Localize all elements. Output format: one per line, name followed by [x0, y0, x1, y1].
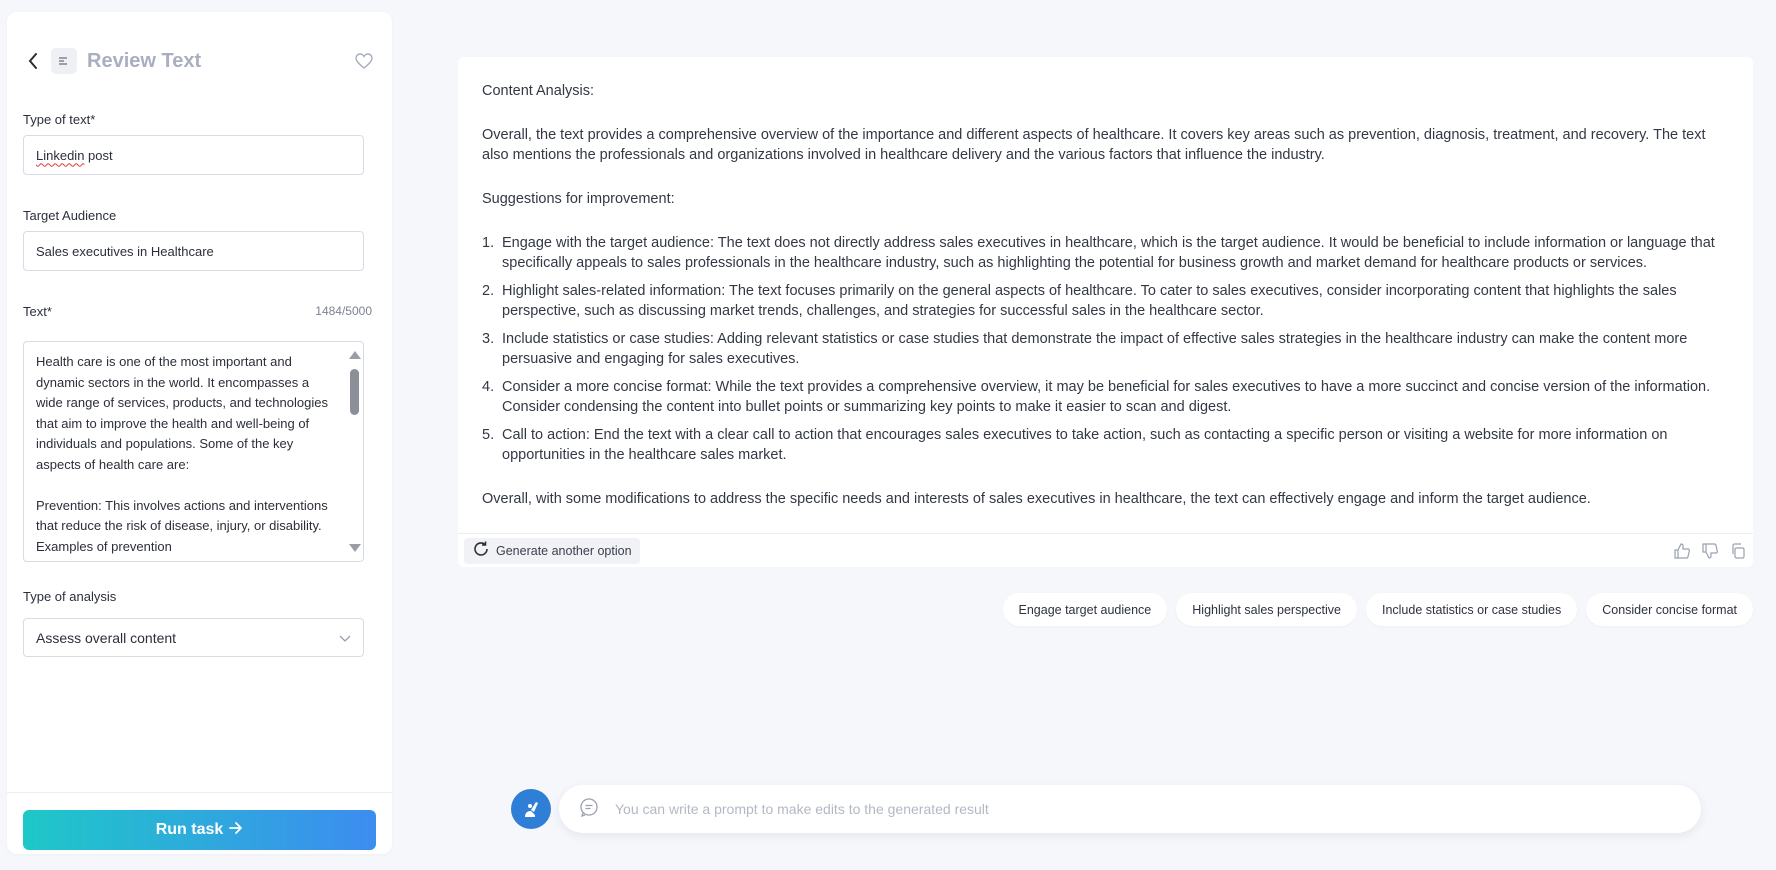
scroll-down-arrow-icon[interactable] — [349, 544, 361, 552]
type-of-text-value: Linkedin — [36, 147, 85, 163]
suggestion-number: 2. — [482, 283, 495, 299]
thumbs-down-icon[interactable] — [1701, 542, 1719, 560]
suggestion-text: Call to action: End the text with a clear call to action that encourages sales executives to take action, such as contacting a specific person or visiting a website for more information on opportunities in the healthcare sales market. — [502, 427, 1668, 463]
type-of-analysis-label: Type of analysis — [23, 589, 117, 604]
panel-header — [23, 46, 376, 76]
suggestion-text: Engage with the target audience: The text does not directly address sales executives in healthcare, which is the target audience. It would be beneficial to include information or language that specifically appeals to sales professionals in the healthcare industry, such as highlighting the potential for business growth and market demand for healthcare products or services. — [502, 235, 1715, 271]
suggestions-heading: Suggestions for improvement: — [482, 191, 675, 207]
chip-include-statistics[interactable]: Include statistics or case studies — [1366, 593, 1577, 626]
suggestion-item — [482, 377, 1729, 417]
chat-bubble-icon — [579, 797, 599, 822]
suggestion-item — [482, 281, 1729, 321]
refresh-icon — [472, 540, 490, 561]
target-audience-value: Sales executives in Healthcare — [36, 243, 214, 259]
arrow-right-icon — [229, 821, 243, 839]
run-task-label: Run task — [155, 821, 224, 838]
type-of-analysis-select[interactable] — [23, 618, 364, 657]
suggestion-text: Highlight sales-related information: The text focuses primarily on the general aspects of healthcare. To cater to sales executives, consider incorporating content that highlights the sales perspective, such as discussing market trends, challenges, and strategies for successful sales in the healthcare sector. — [502, 283, 1677, 319]
suggestion-text: Include statistics or case studies: Adding relevant statistics or case studies that demonstrate the impact of effective sales strategies in the healthcare industry can make the content more persuasive and engaging for sales executives. — [502, 331, 1688, 367]
suggestion-number: 1. — [482, 235, 495, 251]
panel-divider — [7, 792, 392, 793]
type-of-analysis-value: Assess overall content — [36, 629, 177, 646]
result-footer — [458, 533, 1753, 567]
text-area[interactable] — [23, 341, 364, 562]
generate-another-label: Generate another option — [496, 543, 632, 558]
text-label: Text* — [23, 304, 52, 319]
suggestion-item — [482, 425, 1729, 465]
suggestion-item — [482, 329, 1729, 369]
suggestion-text: Consider a more concise format: While the text provides a comprehensive overview, it may be beneficial for sales executives to have a more succinct and concise version of the information. Consider condensing the content into bullet points or summarizing key points to make it easier to scan and digest. — [502, 379, 1711, 415]
prompt-input[interactable] — [615, 801, 1681, 817]
chip-consider-concise-format[interactable]: Consider concise format — [1586, 593, 1753, 626]
copy-icon[interactable] — [1729, 542, 1747, 560]
suggestion-chips — [1003, 593, 1753, 626]
feedback-actions — [1673, 542, 1747, 560]
prompt-bar — [559, 785, 1701, 833]
run-task-button[interactable] — [23, 810, 376, 850]
char-counter: 1484/5000 — [315, 304, 372, 318]
result-body — [458, 57, 1753, 509]
suggestion-item — [482, 233, 1729, 273]
assistant-avatar[interactable] — [511, 789, 551, 829]
type-of-text-input[interactable] — [23, 135, 364, 175]
suggestion-number: 4. — [482, 379, 495, 395]
target-audience-input[interactable] — [23, 231, 364, 271]
thumbs-up-icon[interactable] — [1673, 542, 1691, 560]
task-panel — [7, 12, 392, 854]
document-icon — [51, 48, 77, 74]
type-of-text-label: Type of text* — [23, 112, 96, 127]
suggestion-number: 5. — [482, 427, 495, 443]
type-of-text-value-rest: post — [84, 147, 113, 163]
chip-highlight-sales-perspective[interactable]: Highlight sales perspective — [1176, 593, 1357, 626]
heart-icon[interactable] — [352, 49, 376, 73]
scroll-thumb[interactable] — [350, 369, 359, 415]
result-card — [458, 57, 1753, 567]
text-area-scrollbar[interactable] — [346, 343, 362, 560]
suggestion-number: 3. — [482, 331, 495, 347]
generate-another-button[interactable] — [464, 538, 640, 564]
target-audience-label: Target Audience — [23, 208, 117, 223]
chip-engage-target-audience[interactable]: Engage target audience — [1003, 593, 1168, 626]
chevron-down-icon — [339, 630, 351, 646]
page-title: Review Text — [87, 49, 202, 72]
result-heading: Content Analysis: — [482, 83, 595, 99]
scroll-up-arrow-icon[interactable] — [349, 351, 361, 359]
result-conclusion: Overall, with some modifications to address the specific needs and interests of sales executives in healthcare, the text can effectively engage and inform the target audience. — [482, 491, 1591, 507]
result-overview: Overall, the text provides a comprehensive overview of the importance and different aspects of healthcare. It covers key areas such as prevention, diagnosis, treatment, and recovery. The text also mentions the professionals and organizations involved in healthcare delivery and the various factors that influence the industry. — [482, 127, 1706, 163]
text-area-content: Health care is one of the most important and dynamic sectors in the world. It encompasses a wide range of services, products, and technologies that aim to improve the health and well-being of individuals and populations. Some of the key aspects of health care are: Prevention: This involves actions and interventions that reduce the risk of disease, injury, or disability. Examples of prevention — [36, 354, 328, 554]
back-arrow-icon[interactable] — [23, 49, 43, 73]
suggestions-list — [482, 233, 1729, 465]
